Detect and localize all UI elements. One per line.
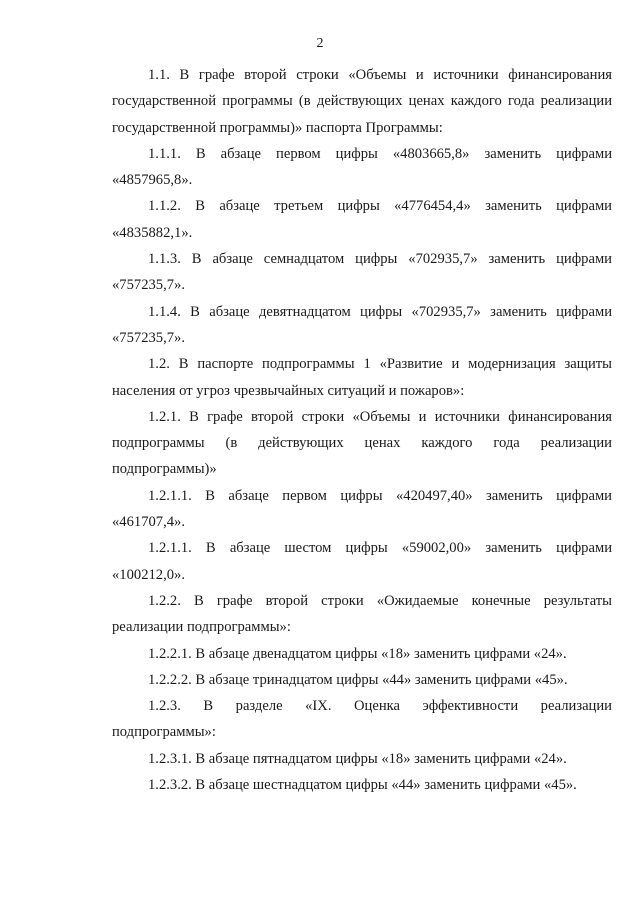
paragraph-line: «757235,7». [112,277,185,294]
paragraph-p6 [112,351,612,404]
paragraph-p10 [112,588,612,641]
paragraph-line: населения от угроз чрезвычайных ситуаций и пожаров»: [112,382,465,399]
paragraph-line: 1.2.1. В графе второй строки «Объемы и источники финансирования [148,408,612,425]
paragraph-line: 1.1.3. В абзаце семнадцатом цифры «702935,7» заменить цифрами [148,251,612,268]
paragraph-line: 1.2.3. В разделе «IX. Оценка эффективности реализации [148,698,612,715]
paragraph-line: 1.2. В паспорте подпрограммы 1 «Развитие и модернизация защиты [148,356,612,373]
paragraph-line: 1.2.1.1. В абзаце шестом цифры «59002,00» заменить цифрами [148,540,612,557]
page-number: 2 [316,36,324,51]
paragraph-line: 1.1.4. В абзаце девятнадцатом цифры «702935,7» заменить цифрами [148,303,612,320]
paragraph-p12 [112,667,612,693]
paragraph-line: 1.1.1. В абзаце первом цифры «4803665,8» заменить цифрами [148,145,612,162]
paragraph-line: 1.2.2.2. В абзаце тринадцатом цифры «44» заменить цифрами «45». [148,671,568,688]
paragraph-line: 1.2.1.1. В абзаце первом цифры «420497,40» заменить цифрами [148,487,612,504]
paragraph-line: «757235,7». [112,329,185,346]
paragraph-line: подпрограммы»: [112,724,216,741]
paragraph-line: 1.1. В графе второй строки «Объемы и источники финансирования [148,67,612,83]
paragraph-p11 [112,641,612,667]
paragraph-p7 [112,404,612,483]
paragraph-p8 [112,483,612,536]
paragraph-line: реализации подпрограммы»: [112,619,291,636]
paragraph-line: «4835882,1». [112,224,193,241]
paragraph-p3 [112,193,612,246]
paragraph-p15 [112,772,612,798]
paragraph-line: 1.2.3.1. В абзаце пятнадцатом цифры «18» заменить цифрами «24». [148,750,567,767]
paragraph-line: 1.2.2. В графе второй строки «Ожидаемые конечные результаты [148,592,612,609]
paragraph-line: государственной программы (в действующих ценах каждого года реализации [112,93,612,110]
paragraph-line: 1.2.2.1. В абзаце двенадцатом цифры «18» заменить цифрами «24». [148,645,567,662]
paragraph-line: государственной программы)» паспорта Программы: [112,119,443,136]
paragraph-line: 1.1.2. В абзаце третьем цифры «4776454,4» заменить цифрами [148,198,612,215]
paragraph-line: «100212,0». [112,566,185,583]
paragraph-line: подпрограммы (в действующих ценах каждого года реализации [112,435,612,452]
paragraph-p14 [112,746,612,772]
paragraph-line: 1.2.3.2. В абзаце шестнадцатом цифры «44» заменить цифрами «45». [148,777,577,794]
paragraph-p13 [112,693,612,746]
paragraph-line: «461707,4». [112,514,185,531]
paragraph-line: «4857965,8». [112,172,193,189]
paragraph-p2 [112,141,612,194]
paragraph-p4 [112,246,612,299]
paragraph-p9 [112,535,612,588]
paragraph-p5 [112,299,612,352]
paragraph-line: подпрограммы)» [112,461,217,478]
paragraph-p1 [112,62,612,141]
document-body [112,62,612,798]
